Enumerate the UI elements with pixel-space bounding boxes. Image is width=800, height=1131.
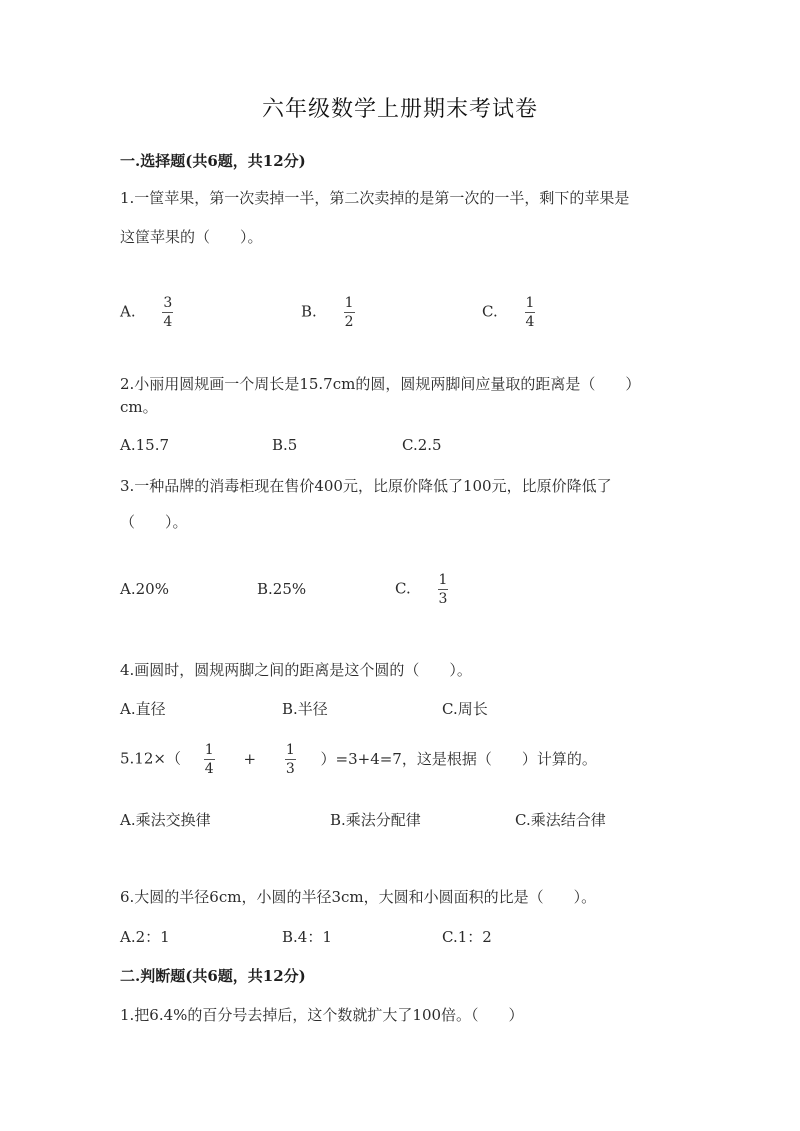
judgment-1-text: 1.把6.4%的百分号去掉后，这个数就扩大了100倍。（ ） bbox=[120, 1006, 524, 1024]
option-label: C. bbox=[482, 302, 498, 321]
question-2-option-a: A.15.7 bbox=[120, 436, 169, 454]
section-heading-true-false: 二.判断题(共6题，共12分) bbox=[120, 967, 306, 985]
question-1-option-a bbox=[120, 295, 173, 330]
question-3-text-line1: 3.一种品牌的消毒柜现在售价400元，比原价降低了100元，比原价降低了 bbox=[120, 477, 612, 495]
question-3-text-line2: （ ）。 bbox=[120, 513, 188, 531]
option-label: B. bbox=[301, 302, 317, 321]
option-label: C. bbox=[395, 579, 411, 598]
fraction-bar bbox=[344, 312, 355, 313]
fraction-denominator: 3 bbox=[285, 761, 295, 777]
fraction-numerator: 1 bbox=[525, 295, 535, 311]
fraction-denominator: 4 bbox=[163, 314, 173, 330]
fraction bbox=[162, 295, 173, 330]
fraction-denominator: 4 bbox=[525, 314, 535, 330]
question-5-option-a: A.乘法交换律 bbox=[120, 811, 211, 829]
section-heading-multiple-choice: 一.选择题(共6题，共12分) bbox=[120, 152, 306, 170]
question-1-text-line2: 这筐苹果的（ ）。 bbox=[120, 228, 263, 246]
fraction-numerator: 1 bbox=[285, 742, 295, 758]
fraction bbox=[204, 742, 215, 777]
question-1-text-line1: 1.一筐苹果，第一次卖掉一半，第二次卖掉的是第一次的一半，剩下的苹果是 bbox=[120, 189, 630, 207]
question-5-option-c: C.乘法结合律 bbox=[515, 811, 606, 829]
fraction-bar bbox=[162, 312, 173, 313]
plus-sign: + bbox=[243, 749, 257, 768]
fraction-numerator: 1 bbox=[204, 742, 214, 758]
fraction-bar bbox=[285, 759, 296, 760]
option-label: A. bbox=[120, 302, 136, 321]
question-2-text-line2: cm。 bbox=[120, 398, 158, 416]
fraction-numerator: 1 bbox=[438, 572, 448, 588]
fraction bbox=[438, 572, 449, 607]
fraction-bar bbox=[204, 759, 215, 760]
page-title: 六年级数学上册期末考试卷 bbox=[261, 97, 538, 122]
question-4-option-a: A.直径 bbox=[120, 700, 166, 718]
question-5-suffix: ）=3+4=7，这是根据（ ）计算的。 bbox=[320, 749, 597, 768]
question-2-option-c: C.2.5 bbox=[402, 436, 442, 454]
question-2-option-b: B.5 bbox=[272, 436, 298, 454]
question-2-text-line1: 2.小丽用圆规画一个周长是15.7cm的圆，圆规两脚间应量取的距离是（ ） bbox=[120, 375, 641, 393]
question-6-text: 6.大圆的半径6cm，小圆的半径3cm，大圆和小圆面积的比是（ ）。 bbox=[120, 888, 597, 906]
question-4-option-b: B.半径 bbox=[282, 700, 328, 718]
fraction-denominator: 4 bbox=[204, 761, 214, 777]
question-5-text bbox=[120, 742, 597, 777]
question-1-option-c bbox=[482, 295, 535, 330]
fraction-bar bbox=[438, 589, 449, 590]
question-1-option-b bbox=[301, 295, 355, 330]
question-6-option-a: A.2：1 bbox=[120, 928, 170, 946]
fraction-numerator: 3 bbox=[163, 295, 173, 311]
question-6-option-c: C.1：2 bbox=[442, 928, 492, 946]
question-5-prefix: 5.12×（ bbox=[120, 749, 181, 768]
question-5-option-b: B.乘法分配律 bbox=[330, 811, 421, 829]
question-3-option-c bbox=[395, 572, 448, 607]
fraction-bar bbox=[525, 312, 536, 313]
fraction bbox=[525, 295, 536, 330]
question-4-option-c: C.周长 bbox=[442, 700, 488, 718]
question-3-option-b: B.25% bbox=[257, 580, 307, 598]
fraction-numerator: 1 bbox=[344, 295, 354, 311]
fraction bbox=[344, 295, 355, 330]
question-6-option-b: B.4：1 bbox=[282, 928, 332, 946]
fraction-denominator: 2 bbox=[344, 314, 354, 330]
fraction bbox=[285, 742, 296, 777]
question-3-option-a: A.20% bbox=[120, 580, 169, 598]
fraction-denominator: 3 bbox=[438, 591, 448, 607]
question-4-text: 4.画圆时，圆规两脚之间的距离是这个圆的（ ）。 bbox=[120, 661, 472, 679]
